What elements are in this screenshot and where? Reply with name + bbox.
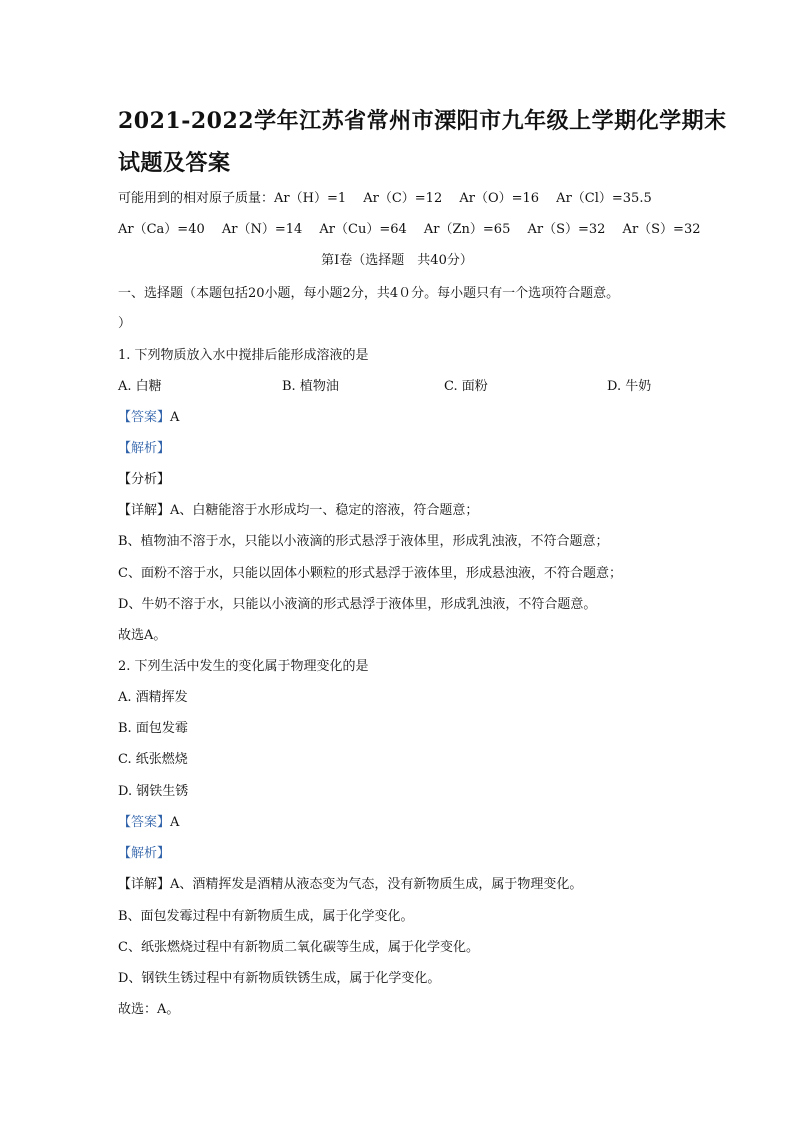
question-2-conclusion: 故选：A。 (118, 1002, 180, 1017)
question-1-option-a: A. 白糖 (118, 379, 162, 394)
section-heading-line-2: ） (118, 316, 132, 331)
answer-value: A (170, 815, 180, 830)
question-1-option-c: C. 面粉 (444, 379, 488, 394)
question-1-analysis-tag: 【解析】 (118, 441, 171, 456)
question-1-detail-line-1 (118, 499, 478, 518)
detail-tag: 【详解】 (118, 877, 171, 892)
question-1-stem: 1. 下列物质放入水中搅排后能形成溶液的是 (118, 348, 369, 363)
document-title-line-1: 2021-2022学年江苏省常州市溧阳市九年级上学期化学期末 (118, 108, 727, 134)
question-1-answer (118, 406, 179, 425)
question-1-fenxi: 【分析】 (118, 472, 171, 487)
question-2-detail-line-3: C、纸张燃烧过程中有新物质二氧化碳等生成，属于化学变化。 (118, 940, 479, 955)
document-title-line-2: 试题及答案 (118, 150, 231, 176)
detail-text: A、白糖能溶于水形成均一、稳定的溶液，符合题意； (170, 503, 479, 518)
question-1-detail-line-2: B、植物油不溶于水，只能以小液滴的形式悬浮于液体里，形成乳浊液，不符合题意； (118, 534, 609, 549)
question-1-detail-line-3: C、面粉不溶于水，只能以固体小颗粒的形式悬浮于液体里，形成悬浊液，不符合题意； (118, 566, 622, 581)
question-2-detail-line-1 (118, 873, 582, 892)
question-1-option-d: D. 牛奶 (607, 379, 652, 394)
atomic-masses-line-2: Ar（Ca）=40 Ar（N）=14 Ar（Cu）=64 Ar（Zn）=65 Ar（S）=32 Ar（S）=32 (118, 222, 701, 237)
section-heading-line-1: 一、选择题（本题包括20小题，每小题2分，共4０分。每小题只有一个选项符合题意。 (118, 286, 620, 301)
detail-text: A、酒精挥发是酒精从液态变为气态，没有新物质生成，属于物理变化。 (170, 877, 583, 892)
detail-tag: 【详解】 (118, 503, 171, 518)
question-2-detail-line-4: D、钢铁生锈过程中有新物质铁锈生成，属于化学变化。 (118, 971, 441, 986)
question-1-option-b: B. 植物油 (282, 379, 339, 394)
question-1-detail-line-4: D、牛奶不溶于水，只能以小液滴的形式悬浮于液体里，形成乳浊液，不符合题意。 (118, 597, 597, 612)
question-2-option-b: B. 面包发霉 (118, 721, 188, 736)
answer-value: A (170, 410, 180, 425)
question-2-option-d: D. 钢铁生锈 (118, 784, 189, 799)
atomic-masses-line-1: 可能用到的相对原子质量：Ar（H）=1 Ar（C）=12 Ar（O）=16 Ar（Cl）=35.5 (118, 191, 652, 206)
question-2-option-c: C. 纸张燃烧 (118, 752, 188, 767)
answer-tag: 【答案】 (118, 815, 171, 830)
question-1-conclusion: 故选A。 (118, 628, 167, 643)
question-2-option-a: A. 酒精挥发 (118, 690, 188, 705)
question-2-stem: 2. 下列生活中发生的变化属于物理变化的是 (118, 659, 369, 674)
volume-header: 第Ⅰ卷（选择题 共40分） (321, 253, 473, 268)
question-2-analysis-tag: 【解析】 (118, 846, 171, 861)
question-2-answer (118, 811, 179, 830)
answer-tag: 【答案】 (118, 410, 171, 425)
question-2-detail-line-2: B、面包发霉过程中有新物质生成，属于化学变化。 (118, 909, 414, 924)
